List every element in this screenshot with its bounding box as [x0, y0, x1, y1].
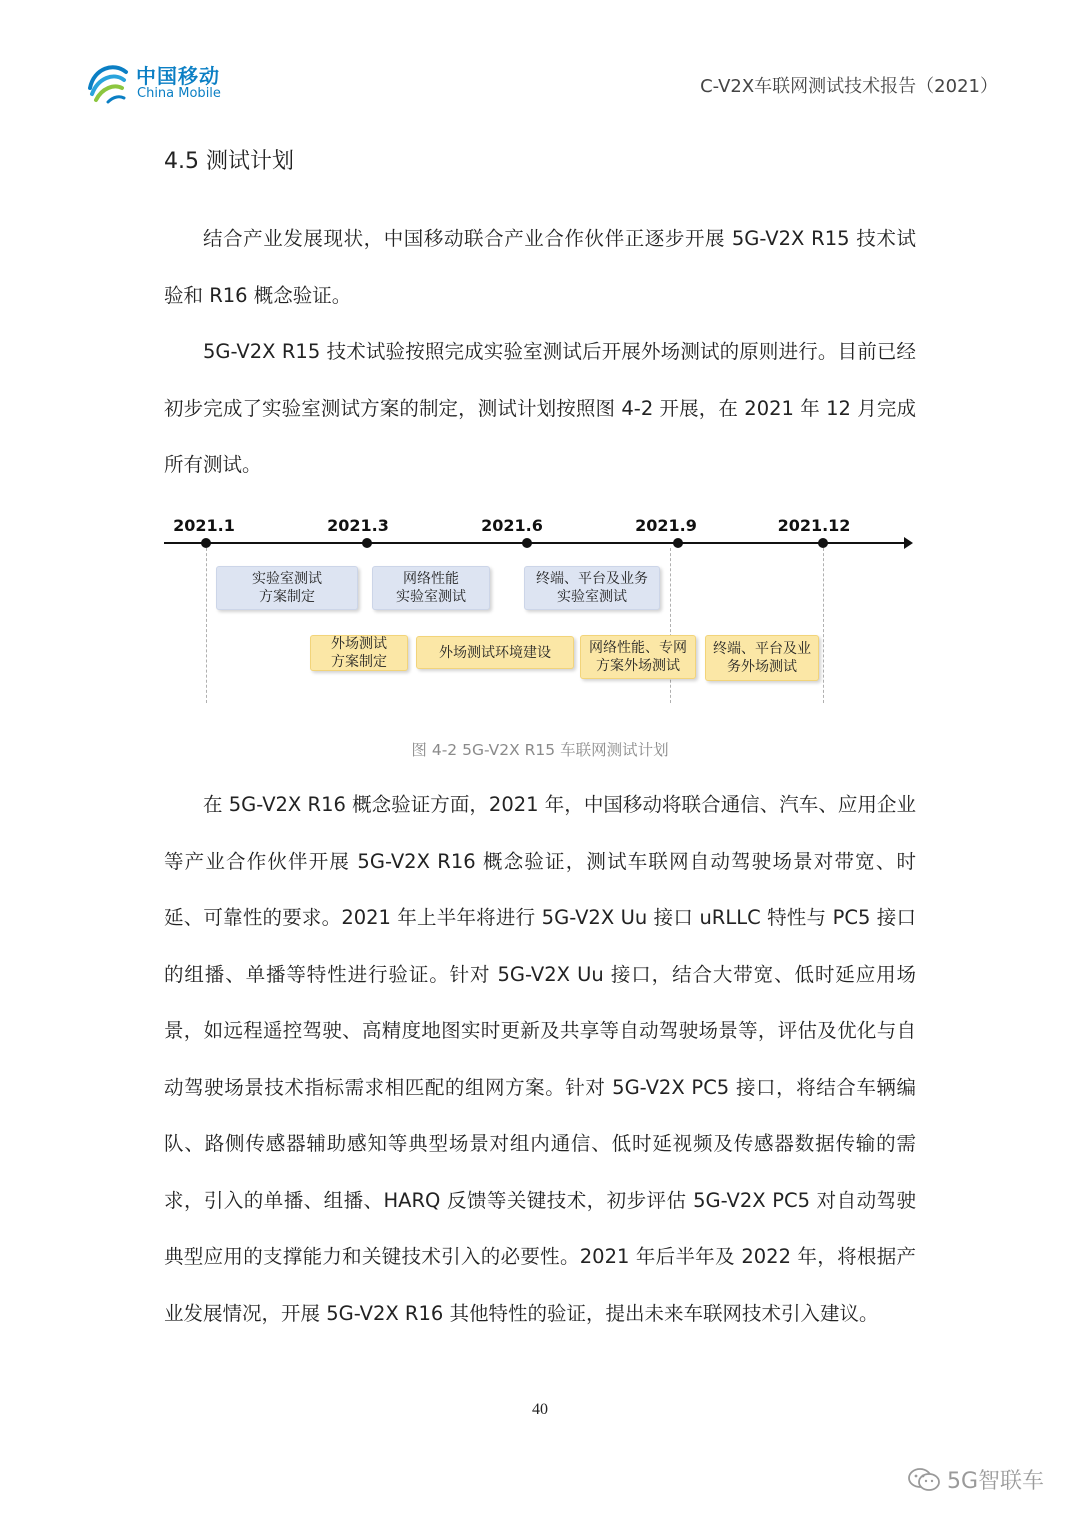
task-network-lab-test: [372, 566, 490, 610]
task-label: 网络性能、专网 方案外场测试: [589, 640, 687, 674]
task-label: 网络性能 实验室测试: [396, 571, 466, 605]
logo-text-en: China Mobile: [137, 86, 221, 101]
timeline-date: 2021.6: [481, 516, 543, 535]
timeline-milestone-dot: [818, 538, 828, 548]
logo-text-cn: 中国移动: [136, 64, 220, 88]
task-label: 终端、平台及业务 实验室测试: [536, 571, 648, 605]
task-field-env-build: [416, 636, 574, 669]
page-number: 40: [532, 1401, 548, 1418]
timeline-date: 2021.9: [635, 516, 697, 535]
timeline-date: 2021.3: [327, 516, 389, 535]
watermark-text: 5G智联车: [946, 1469, 1044, 1494]
timeline-date: 2021.1: [173, 516, 235, 535]
task-terminal-field-test: [705, 635, 819, 681]
timeline-milestone-dot: [362, 538, 372, 548]
test-plan-timeline: [160, 505, 920, 715]
task-lab-plan: [216, 566, 358, 610]
paragraph-r15-plan: 5G-V2X R15 技术试验按照完成实验室测试后开展外场测试的原则进行。目前已经初步完成了实验室测试方案的制定，测试计划按照图 4-2 开展，在 2021 年 12 月完成所有测试。: [164, 340, 916, 476]
figure-caption: 图 4-2 5G-V2X R15 车联网测试计划: [411, 741, 669, 759]
task-label: 外场测试 方案制定: [331, 636, 387, 670]
timeline-arrow-icon: [904, 537, 913, 549]
task-field-plan: [310, 635, 408, 671]
timeline-guide-line: [823, 548, 824, 703]
section-heading: 4.5 测试计划: [164, 149, 294, 174]
timeline-axis: [164, 542, 906, 544]
document-title: C-V2X车联网测试技术报告（2021）: [700, 76, 998, 97]
timeline-guide-line: [670, 548, 671, 703]
watermark: [907, 1464, 1044, 1495]
task-terminal-lab-test: [524, 566, 660, 610]
timeline-date: 2021.12: [777, 516, 851, 535]
timeline-milestone-dot: [201, 538, 211, 548]
task-label: 实验室测试 方案制定: [252, 571, 322, 605]
paragraph-r16-verification: 在 5G-V2X R16 概念验证方面，2021 年，中国移动将联合通信、汽车、应用企业等产业合作伙伴开展 5G-V2X R16 概念验证，测试车联网自动驾驶场景对带宽、时延、可靠性的要求。2021 年上半年将进行 5G-V2X Uu 接口 uRLLC 特性与 PC5 接口的组播、单播等特性进行验证。针对 5G-V2X Uu 接口，结合大带宽、低时延应用场景，如远程遥控驾驶、高精度地图实时更新及共享等自动驾驶场景等，评估及优化与自动驾驶场景技术指标需求相匹配的组网方案。针对 5G-V2X PC5 接口，将结合车辆编队、路侧传感器辅助感知等典型场景对组内通信、低时延视频及传感器数据传输的需求，引入的单播、组播、HARQ 反馈等关键技术，初步评估 5G-V2X PC5 对自动驾驶典型应用的支撑能力和关键技术引入的必要性。2021 年后半年及 2022 年，将根据产业发展情况，开展 5G-V2X R16 其他特性的验证，提出未来车联网技术引入建议。: [164, 793, 916, 1325]
task-network-field-test: [580, 635, 696, 679]
timeline-guide-line: [206, 548, 207, 703]
timeline-milestone-dot: [522, 538, 532, 548]
china-mobile-logo-icon: [84, 58, 132, 106]
task-label: 终端、平台及业 务外场测试: [713, 641, 811, 675]
wechat-icon: [907, 1467, 941, 1493]
china-mobile-logo: [84, 58, 234, 108]
paragraph-intro: 结合产业发展现状，中国移动联合产业合作伙伴正逐步开展 5G-V2X R15 技术试验和 R16 概念验证。: [164, 227, 916, 307]
task-label: 外场测试环境建设: [439, 644, 551, 661]
timeline-milestone-dot: [673, 538, 683, 548]
